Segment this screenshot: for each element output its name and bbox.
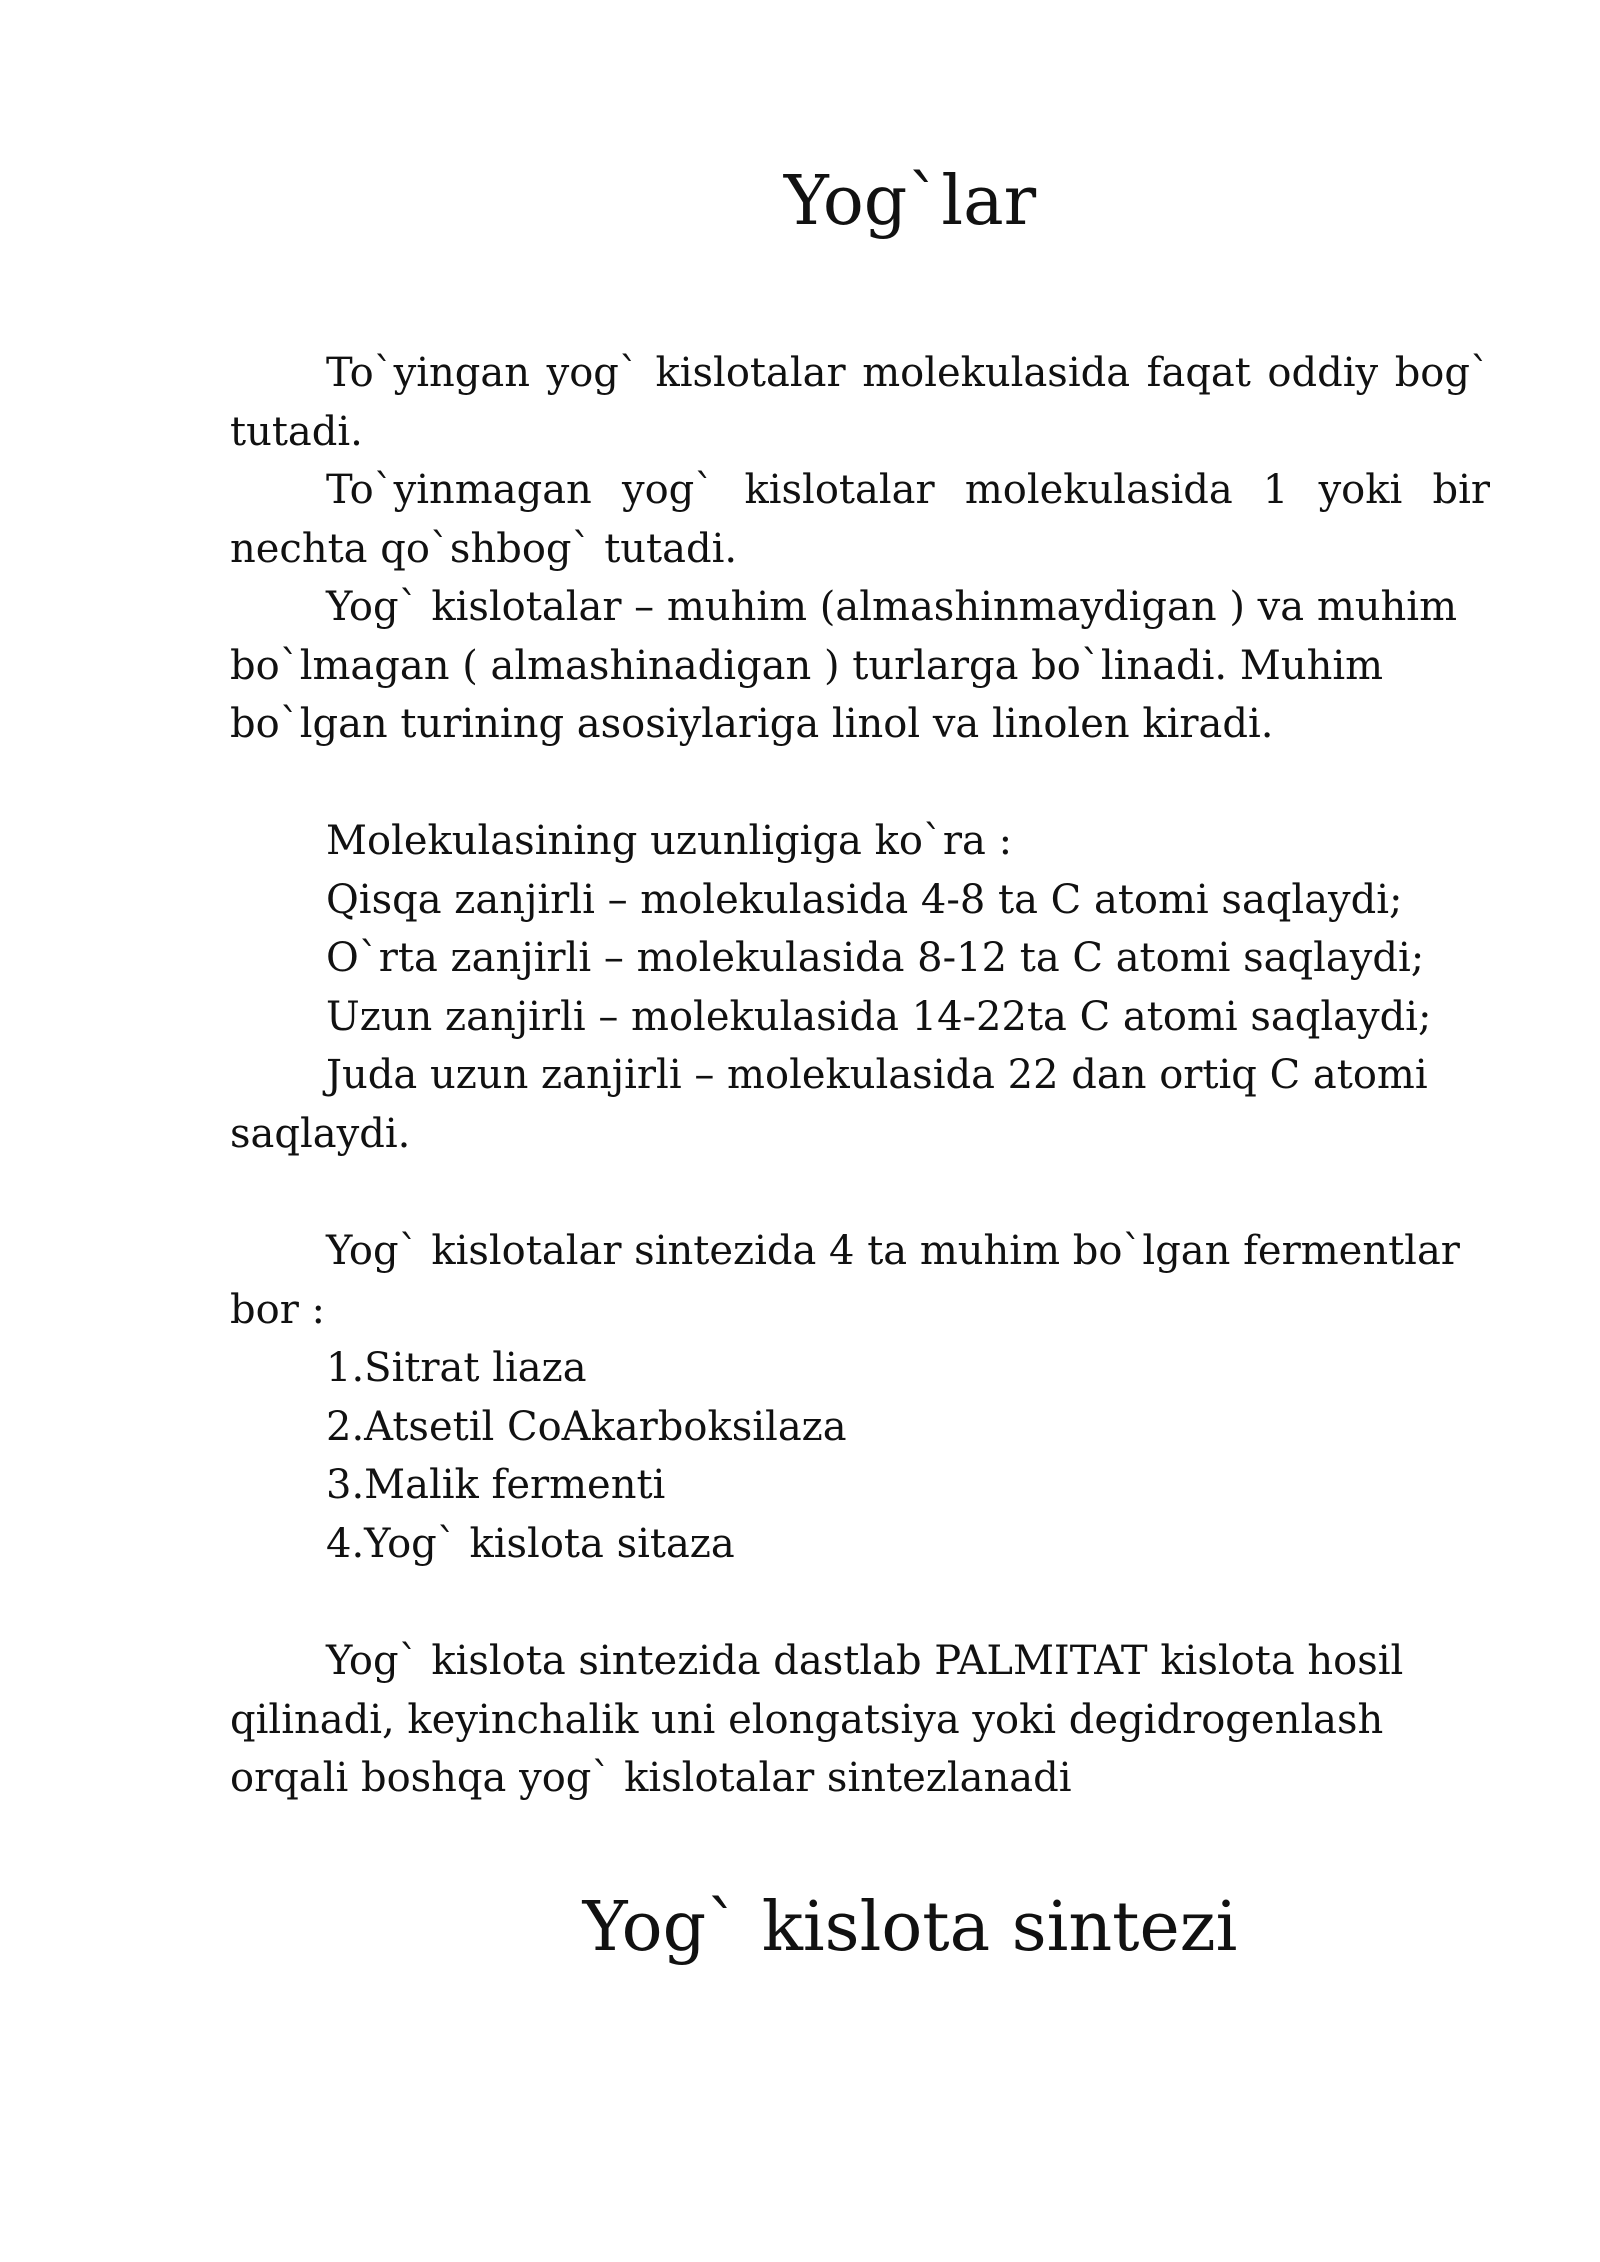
list-item: O`rta zanjirli – molekulasida 8-12 ta C atomi saqlaydi; [326, 935, 1425, 981]
list-item: 3.Malik fermenti [326, 1462, 666, 1508]
list-item: 2.Atsetil CoAkarboksilaza [326, 1403, 847, 1450]
synthesis-line-1: Yog` kislota sintezida dastlab PALMITAT kislota hosil [326, 1638, 1404, 1684]
section-heading: Yog` kislota sintezi [582, 1888, 1238, 1967]
chain-length-section [230, 812, 1490, 1163]
list-item: Qisqa zanjirli – molekulasida 4-8 ta C atomi saqlaydi; [326, 876, 1403, 923]
synthesis-line-3: orqali boshqa yog` kislotalar sintezlanadi [230, 1755, 1072, 1801]
synthesis-line-2: qilinadi, keyinchalik uni elongatsiya yoki degidrogenlash [230, 1696, 1384, 1743]
essential-line-3: bo`lgan turining asosiylariga linol va linolen kiradi. [230, 701, 1274, 747]
enzymes-intro: Yog` kislotalar sintezida 4 ta muhim bo`lgan fermentlar bor : [230, 1228, 1460, 1333]
list-item: Uzun zanjirli – molekulasida 14-22ta C atomi saqlaydi; [326, 993, 1432, 1040]
fatty-acids-definition-section [230, 344, 1490, 754]
essential-line-2: bo`lmagan ( almashinadigan ) turlarga bo`linadi. Muhim [230, 642, 1384, 689]
list-item: Juda uzun zanjirli – molekulasida 22 dan ortiq C atomi saqlaydi. [230, 1052, 1428, 1157]
synthesis-paragraph [230, 1632, 1490, 1808]
list-item: 1.Sitrat liaza [326, 1345, 587, 1391]
page-title: Yog`lar [783, 162, 1037, 241]
essential-line-1: Yog` kislotalar – muhim (almashinmaydigan ) va muhim [326, 584, 1457, 630]
list-item: 4.Yog` kislota sitaza [326, 1520, 735, 1567]
saturated-fatty-acids-paragraph: To`yingan yog` kislotalar molekulasida faqat oddiy bog` tutadi. [230, 350, 1490, 455]
chain-length-intro: Molekulasining uzunligiga ko`ra : [326, 818, 1013, 864]
unsaturated-fatty-acids-paragraph: To`yinmagan yog` kislotalar molekulasida 1 yoki bir nechta qo`shbog` tutadi. [230, 467, 1490, 572]
essential-fatty-acids-paragraph [230, 578, 1490, 754]
synthesis-summary-section [230, 1632, 1490, 1808]
enzymes-section [230, 1222, 1490, 1573]
